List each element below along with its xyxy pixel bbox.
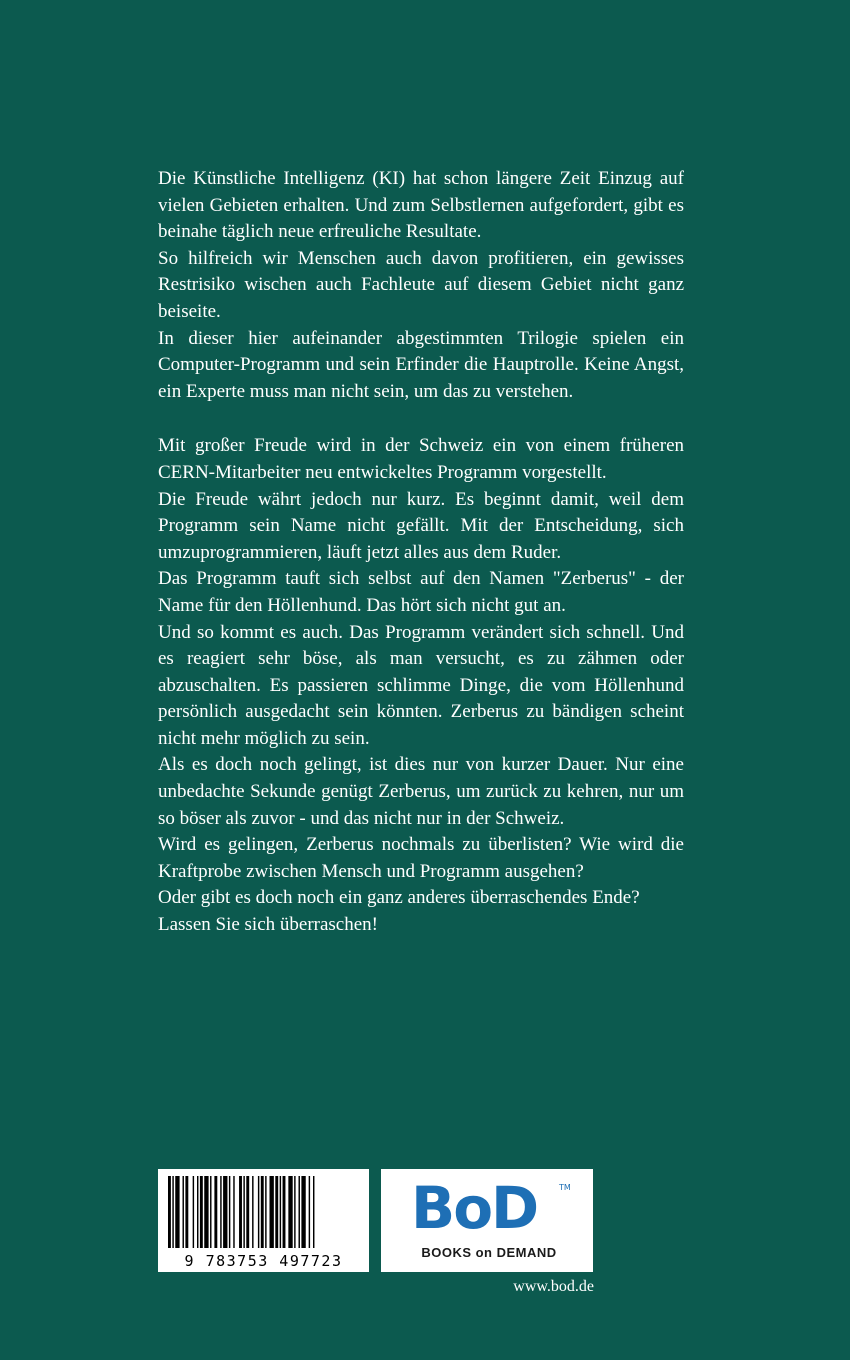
barcode-bar <box>252 1176 253 1248</box>
barcode-bar <box>229 1176 230 1248</box>
blurb-paragraph: Und so kommt es auch. Das Programm verändert sich schnell. Und es reagiert sehr böse, als man versucht, es zu zähmen oder abzuschalten. Es passieren schlimme Dinge, die vom Höllenhund persönlich ausgedacht sein könnten. Zerberus zu bändigen scheint nicht mehr möglich zu sein. <box>158 621 684 749</box>
barcode-bar <box>261 1176 264 1248</box>
blurb-paragraph: Das Programm tauft sich selbst auf den Namen "Zerberus" - der Name für den Höllenhund. Das hört sich nicht gut an. <box>158 568 684 616</box>
barcode-bar <box>172 1176 173 1248</box>
barcode-bar <box>309 1176 310 1248</box>
barcode-bar <box>168 1176 171 1248</box>
blurb-paragraph: Oder gibt es doch noch ein ganz anderes überraschendes Ende? <box>158 887 640 909</box>
publisher-logo <box>381 1169 593 1272</box>
barcode-bar <box>280 1176 281 1248</box>
barcode-bar <box>233 1176 234 1248</box>
barcode-bar <box>313 1176 314 1248</box>
barcode-bar <box>243 1176 244 1248</box>
blurb-paragraph: Als es doch noch gelingt, ist dies nur von kurzer Dauer. Nur eine unbedachte Sekunde genügt Zerberus, um zurück zu kehren, nur um so böser als zuvor - und das nicht nur in der Schweiz. <box>158 754 684 829</box>
barcode-bar <box>301 1176 305 1248</box>
isbn-number: 9 783753 497723 <box>184 1252 343 1270</box>
blurb-paragraph: In dieser hier aufeinander abgestimmten Trilogie spielen ein Computer-Programm und sein Erfinder die Hauptrolle. Keine Angst, ein Experte muss man nicht sein, um das zu verstehen. <box>158 327 684 402</box>
barcode-bar <box>294 1176 295 1248</box>
blurb-paragraph: Mit großer Freude wird in der Schweiz ein von einem früheren CERN-Mitarbeiter neu entwickeltes Programm vorgestellt. <box>158 435 684 483</box>
barcode-bar <box>183 1176 184 1248</box>
barcode-bar <box>258 1176 259 1248</box>
barcode-bar <box>299 1176 300 1248</box>
barcode-bar <box>214 1176 217 1248</box>
bod-logo-subtitle: BOOKS on DEMAND <box>421 1245 557 1260</box>
barcode-bar <box>246 1176 249 1248</box>
barcode-bar <box>239 1176 242 1248</box>
trademark-mark: TM <box>559 1183 571 1192</box>
bod-logo-text: BoD <box>411 1174 538 1242</box>
barcode-bar <box>270 1176 274 1248</box>
blurb-text <box>158 166 684 939</box>
barcode-bar <box>223 1176 227 1248</box>
barcode-bar <box>204 1176 208 1248</box>
barcode-bar <box>185 1176 188 1248</box>
barcode-bar <box>193 1176 194 1248</box>
blurb-paragraph: So hilfreich wir Menschen auch davon profitieren, ein gewisses Restrisiko wischen auch Fachleute auf diesem Gebiet nicht ganz beiseite. <box>158 247 684 322</box>
paragraph-gap <box>158 405 684 433</box>
blurb-paragraph: Die Freude währt jedoch nur kurz. Es beginnt damit, weil dem Programm sein Name nicht gefällt. Mit der Entscheidung, sich umzuprogrammieren, läuft jetzt alles aus dem Ruder. <box>158 488 684 563</box>
barcode-bar <box>175 1176 179 1248</box>
barcode-bar <box>200 1176 203 1248</box>
blurb-paragraph: Die Künstliche Intelligenz (KI) hat schon längere Zeit Einzug auf vielen Gebieten erhalten. Und zum Selbstlernen aufgefordert, gibt es beinahe täglich neue erfreuliche Resultate. <box>158 168 684 243</box>
publisher-url: www.bod.de <box>513 1278 594 1295</box>
isbn-barcode <box>158 1169 369 1272</box>
barcode-bar <box>220 1176 221 1248</box>
barcode-bar <box>288 1176 292 1248</box>
barcode-bar <box>265 1176 266 1248</box>
barcode-bar <box>210 1176 211 1248</box>
blurb-paragraph: Lassen Sie sich überraschen! <box>158 914 379 936</box>
barcode-bar <box>197 1176 198 1248</box>
blurb-paragraph: Wird es gelingen, Zerberus nochmals zu überlisten? Wie wird die Kraftprobe zwischen Mensch und Programm ausgehen? <box>158 834 684 882</box>
barcode-bars <box>168 1176 359 1248</box>
barcode-bar <box>283 1176 286 1248</box>
barcode-bar <box>275 1176 278 1248</box>
